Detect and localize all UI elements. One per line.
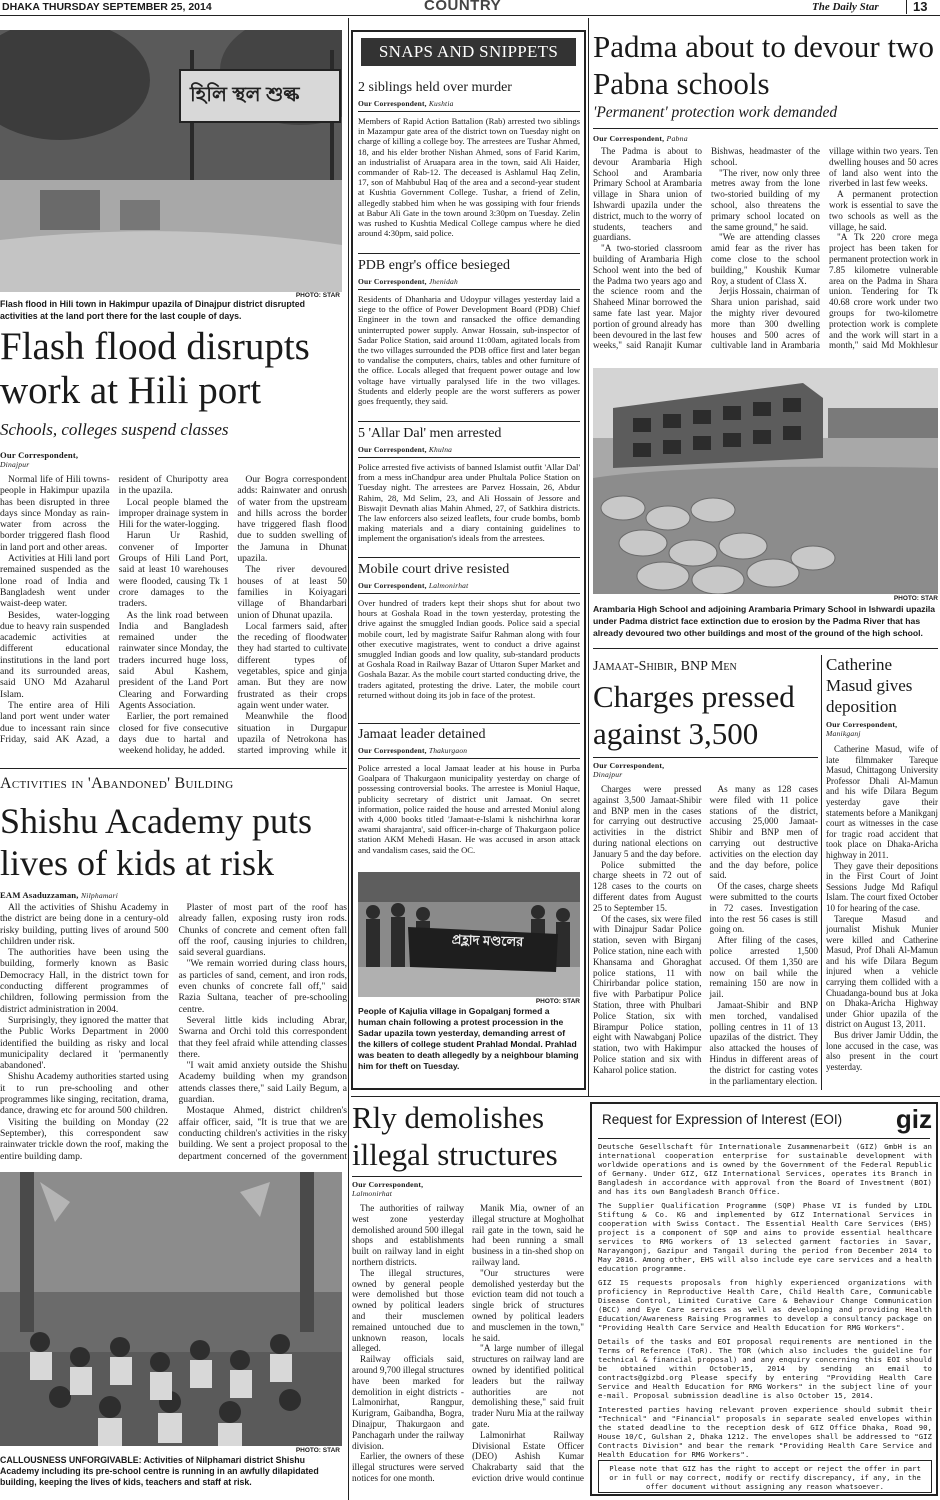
charges-byline-name: Our Correspondent, xyxy=(593,761,665,770)
shishu-story xyxy=(0,902,347,1168)
story-paragraph: Jamaat-Shibir and BNP men torched, vandalised polling centres in 11 of 13 upazilas of the district. They also attacked the houses of Hindus in different areas of the district for casting votes in the parliamentary election. xyxy=(709,999,818,1086)
hili-flood-photo xyxy=(0,30,342,292)
padma-byline xyxy=(593,134,703,143)
flood-scene-illustration xyxy=(0,30,342,292)
story-paragraph: Normal life of Hili towns-people in Hakimpur upazila has been disrupted in three days since Monday as rain-water from across the border triggered flash flood in land port and other areas. xyxy=(0,474,110,553)
divider xyxy=(358,111,580,112)
section-label: COUNTRY xyxy=(424,0,502,14)
charges-story xyxy=(593,784,818,1090)
shishu-kicker: Activities in 'Abandoned' Building xyxy=(0,775,234,792)
story-paragraph: Of the cases, six were filed with Dinajpur Sadar Police station, seven with Birganj Police station, nine each with Khansama and Ghoraghat police stations, 11 with Chirirbandar police station, five with Parbatipur Police Station, three with Phulbari Police Station, six with Birampur Police station, eight with Nawabganj Police station, two with Hakimpur Police station and six with Kaharol police station. xyxy=(593,913,702,1075)
story-paragraph: A permanent protection work is essential to save the two schools as well as the village, he said. xyxy=(829,189,938,232)
story-paragraph: "Our structures were demolished yesterday but the eviction team did not touch a single brick of structures owned by political leaders and musclemen in the town," he said. xyxy=(472,1267,584,1343)
story-paragraph: "The river, now only three metres away from the lone two-storied building of my school, also threatens the primary school located on the same ground," he said. xyxy=(711,167,820,232)
story-paragraph: Mostaque Ahmed, district children's affair officer, said, "It is true that we are conducting children's activities in the risky building. We sent a project proposal to the department concerned of the government xyxy=(178,1105,347,1162)
shishu-photo-credit: PHOTO: STAR xyxy=(295,1447,340,1454)
masthead xyxy=(0,0,940,16)
story-paragraph: The Padma is about to devour Arambaria High School and Arambaria Primary School at Arambaria village in Shara union of Ishwardi upazila under the district, much to the worry of students, teachers and guardians. xyxy=(593,146,702,243)
story-paragraph: Earlier, the owners of these illegal structures were served notices for one month. xyxy=(352,1451,464,1483)
story-paragraph: Lalmonirhat Railway Divisional Estate Officer (DEO) Ashish Kumar Chakrabarty said that the eviction drive would continue xyxy=(472,1429,584,1483)
rly-byline-place: Lalmonirhat xyxy=(352,1189,393,1198)
snippet-text: Members of Rapid Action Battalion (Rab) arrested two siblings in Mazampur gate area of the district town on Tuesday night on charge of killing a college boy. The arrestees are Tushar Ahmed, 18, and his elder brother Nishan Ahmed, sons of Farid Karim, an industrialist of Aruapara area in the town, said Ali Haider, commander of Rab-12. The deceased is Ashlamul Haq Zelin, 17, son of Mahbubul Haq of the area and a second-year student at Kushtia Government College. Tushar, a friend of Zelin, allegedly stabbed him when he was gossiping with four friends at Babur Ali Gate in the town around 3:30pm on Tuesday. Zelin was rushed to Kushtia Medical College campus where he died around 4:30pm, said police. xyxy=(358,116,580,239)
rly-byline-name: Our Correspondent, xyxy=(352,1180,424,1189)
charges-byline xyxy=(593,761,703,779)
chain-photo-credit: PHOTO: STAR xyxy=(535,998,580,1005)
masud-byline-place: Manikganj xyxy=(826,729,861,738)
story-paragraph: Surprisingly, they ignored the matter that the Public Works Department in 2000 identified the building as risky and local municipality declared it 'permanently abandoned'. xyxy=(0,1014,169,1072)
ad-paragraph: Deutsche Gesellschaft für Internationale Zusammenarbeit (GIZ) GmbH is an international cooperation enterprise for sustainable development with worldwide operations and is owned by the Government of the Federal Republic of Germany. Under GIZ, GIZ International Services, operates its Branch in Bangladesh in accordance with approval from the Board of Investment (BOI) and has its own Bangladesh Branch Office. xyxy=(598,1142,932,1196)
padma-subhead: 'Permanent' protection work demanded xyxy=(593,104,838,121)
snippet-text: Police arrested five activists of banned Islamist outfit 'Allar Dal' from a mess inChandpur area under Phultala Police Station on Tuesday night. The arrestees are Parvez Hossain, 26, Abdur Rahim, 28, Md Selim, 23, and Ali Hossain of Jessore and Biswajit Devnath alias Mahin Ahmed, 27, of Satkhira districts. The law enforcers also seized leaflets, four crude bombs, bomb making materials and a diary containing guidelines to implement the organisation's ideals from the arrestees. xyxy=(358,462,580,544)
padma-byline-place: Pabna xyxy=(666,134,688,143)
story-paragraph: "A two-storied classroom building of Arambaria High School went into the bed of the Padma two years ago and the science room and the Shaheed Minar borrowed the same fate last year. Major portion of ground already has been devoured in the last few weeks," said Ranajit Kumar Bishwas, headmaster of the school. xyxy=(593,146,820,351)
hili-byline xyxy=(0,450,110,469)
masud-story xyxy=(826,744,938,1090)
divider xyxy=(358,421,580,422)
divider xyxy=(352,1176,582,1177)
shishu-byline xyxy=(0,890,170,900)
snippet-byline xyxy=(358,277,580,286)
story-paragraph: Police submitted the charge sheets in 72 out of 128 cases to the courts on different dates from August 25 to September 15. xyxy=(593,859,702,913)
banner-text: প্রহ্লাদ মণ্ডলের xyxy=(451,931,524,950)
story-paragraph: As many as 128 cases were filed with 11 police stations of the district, accusing 25,000 Jamaat-Shibir and BNP men of carrying out destructive activities on the election day and the day before, police said. xyxy=(709,784,818,881)
story-paragraph: The river devoured houses of at least 50 families in Koiyagari village of Bhandarbari union of Dhunat upazila. xyxy=(237,564,347,621)
hili-photo-credit: PHOTO: STAR xyxy=(295,292,340,299)
masud-byline xyxy=(826,720,938,738)
divider xyxy=(351,1096,940,1097)
story-paragraph: Harun Ur Rashid, convener of Importer Groups of Hili Land Port, said at least 10 warehouses were flooded, causing Tk 1 crore damages to the traders. xyxy=(118,530,229,610)
snippet-byline xyxy=(358,99,580,108)
story-paragraph: "We are attending classes amid fear as the river has come close to the school building," Koushik Kumar Roy, a student of Class X. xyxy=(711,232,820,286)
ad-body xyxy=(598,1142,932,1459)
story-paragraph: Bus driver Jamir Uddin, the lone accused in the case, was also present in the court yesterday. xyxy=(826,1030,938,1072)
ad-note: Please note that GIZ has the right to accept or reject the offer in part or in full or may correct, modify or rectify discrepancy, if any, in the offer document without assigning any reason whatsoever. xyxy=(609,1464,921,1491)
human-chain-photo xyxy=(358,872,580,997)
giz-advertisement xyxy=(590,1102,938,1496)
dateline: DHAKA THURSDAY SEPTEMBER 25, 2014 xyxy=(2,1,212,13)
story-paragraph: Several little kids including Abrar, Swarna and Orchi told this correspondent that they feel afraid while attending classes there. xyxy=(178,1014,347,1060)
hili-byline-name: Our Correspondent, xyxy=(0,450,79,460)
divider xyxy=(598,1138,930,1139)
ad-paragraph: The Supplier Qualification Programme (SQP) Phase VI is funded by LIDL Stiftung & Co. KG and implemented by GIZ International Services in cooperation with Swiss Contact. The Essential Health Care Services (EHS) project is a component of SQP and aims to provide essential healthcare services to RMG workers of 13 selected garment factories in Savar, Narayangonj, Gazipur and Tangail during the period from December 2014 to May 2016. Among other, EHS will also include eye care services and a health education programme. xyxy=(598,1201,932,1273)
rly-headline: Rly demolishes illegal structures xyxy=(352,1100,558,1172)
divider xyxy=(358,289,580,290)
story-paragraph: All the activities of Shishu Academy in the district are being done in a century-old risky building, putting lives of around 500 children under risk. xyxy=(0,902,169,947)
ad-title: Request for Expression of Interest (EOI) xyxy=(602,1112,843,1127)
divider xyxy=(0,768,347,769)
divider xyxy=(588,18,589,1096)
padma-story xyxy=(593,146,938,360)
snippet-byline-name: Our Correspondent, xyxy=(358,277,427,286)
snippet-byline-name: Our Correspondent, xyxy=(358,99,427,108)
snippet-byline-place: Khulna xyxy=(428,445,453,454)
hili-subhead: Schools, colleges suspend classes xyxy=(0,420,229,439)
story-paragraph: Earlier, the port remained closed for five consecutive days due to hartal and weekend holiday, he added. xyxy=(118,711,229,757)
rly-story xyxy=(352,1203,584,1500)
story-paragraph: The illegal structures, owned by general people were demolished but those owned by political leaders and their musclemen remained untouched due to unknown reason, locals alleged. xyxy=(352,1267,464,1354)
divider xyxy=(358,723,580,724)
masud-byline-name: Our Correspondent, xyxy=(826,720,898,729)
divider xyxy=(821,655,822,1090)
paper-logo: The Daily Star xyxy=(812,1,879,13)
story-paragraph: The authorities have been using the building, formerly known as Basic Democracy Hall, in the district town for conducting different programmes of children, following permission from the district administration in 2004. xyxy=(0,947,169,1015)
divider xyxy=(348,18,349,1500)
story-paragraph: Charges were pressed against 3,500 Jamaat-Shibir and BNP men in the cases for carrying out destructive activities in the district during national elections on January 5 and the day before. xyxy=(593,784,702,859)
shishu-academy-photo xyxy=(0,1172,342,1446)
story-paragraph: Besides, water-logging due to heavy rain suspended academic activities at different educational institutions in the land port and its surrounded areas, said UNO Md Azaharul Islam. xyxy=(0,609,110,700)
charges-byline-place: Dinajpur xyxy=(593,770,623,779)
padma-photo-caption: Arambaria High School and adjoining Arambaria Primary School in Ishwardi upazila under Padma district face extinction due to erosion by the Padma River that has already devoured two other buildings and most of the ground of the high school. xyxy=(593,604,936,638)
story-paragraph: Tareque Masud and journalist Mishuk Munier were killed and Catherine Masud, Prof Dhali Al-Mamun and his wife Dilara Begum injured when a vehicle carrying them collided with a Chuadanga-bound bus at Joka on Dhaka-Aricha Highway under Ghior upazila of the district on August 13, 2011. xyxy=(826,913,938,1030)
story-paragraph: "We remain worried during class hours, as particles of sand, cement, and iron rods, even chunks of concrete fall off," said Razia Sultana, teacher of pre-schooling centre. xyxy=(178,958,347,1015)
story-paragraph: Catherine Masud, wife of late filmmaker Tareque Masud, Chittagong University Professor Dhali Al-Mamun and his wife Dilara Begum yesterday gave their statements before a Manikganj court as witnesses in the case for tragic road accident that took place on Dhaka-Aricha highway in 2011. xyxy=(826,744,938,860)
story-paragraph: Plaster of most part of the roof has already fallen, exposing rusty iron rods. Chunks of concrete and cement often fall off the roof, causing injuries to children, said several guardians. xyxy=(178,902,347,959)
padma-photo-credit: PHOTO: STAR xyxy=(893,595,938,602)
story-paragraph: Activities at Hili land port remained suspended as the lone road of India and Bangladesh went under waist-deep water. xyxy=(0,553,110,610)
snippet-byline-name: Our Correspondent, xyxy=(358,581,427,590)
snippet-headline: Jamaat leader detained xyxy=(358,727,486,742)
story-paragraph: As the link road between India and Bangladesh remained under the rainwater since Monday, the traders incurred huge loss, said Abul Kashem, president of the Land Port Clearing and Forwarding Agents Association. xyxy=(118,609,229,711)
story-paragraph: Visiting the building on Monday (22 September), this correspondent saw rainwater trickle down the roof, making the entire building damp. xyxy=(0,1116,169,1162)
giz-logo: giz xyxy=(895,1104,932,1134)
hili-headline: Flash flood disrupts work at Hili port xyxy=(0,325,310,412)
charges-headline: Charges pressed against 3,500 xyxy=(593,679,795,751)
masud-headline: Catherine Masud gives deposition xyxy=(826,655,913,716)
story-paragraph: Manik Mia, owner of an illegal structure at Mogholhat rail gate in the town, said he had been running a small business in a tin-shed shop on railway land. xyxy=(472,1203,584,1267)
snippet-headline: 2 siblings held over murder xyxy=(358,80,512,95)
story-paragraph: The entire area of Hili land port went under water due to incessant rain since Friday, said AK Azad, a resident of Churipotty area in the upazila. xyxy=(0,474,229,745)
padma-headline: Padma about to devour two Pabna schools xyxy=(593,29,934,101)
story-paragraph: Railway officials said, around 9,700 illegal structures have been marked for demolition in eight districts - Lalmonirhat, Rangpur, Kurigram, Gaibandha, Bogra, Dinajpur, Thakurgaon and Panchagarh under the railway division. xyxy=(352,1354,464,1451)
snippet-byline-place: Kushtia xyxy=(428,99,454,108)
divider xyxy=(358,457,580,458)
snippet-headline: 5 'Allar Dal' men arrested xyxy=(358,426,502,441)
story-paragraph: Of the cases, charge sheets were submitted to the courts in 72 cases. Investigation into the rest 56 cases is still going on. xyxy=(709,881,818,935)
story-paragraph: Jerjis Hossain, chairman of Shara union parishad, said the mighty river devoured more than 300 dwelling houses and 500 acres of cultivable land in Arambaria village within two years. Ten dwelling houses and 50 acres of land also went into the riverbed in last few weeks. xyxy=(711,146,938,351)
ad-paragraph: Details of the tasks and EOI proposal requirements are mentioned in the Terms of Reference (ToR). The TOR (which also includes the guideline for technical & financial proposal) and any enquiry concerning this EOI should be obtained within October15, 2014 by sending an email to contracts@gizbd.org Please specify by entering "Providing Health Care Service and Health Education for RMG Workers" in the subject line of your e-mail. Proposal submission deadline is also October 15, 2014. xyxy=(598,1337,932,1400)
story-paragraph: Our Bogra correspondent adds: Rainwater and onrush of water from the upstream and hills across the border have triggered flash flood due to sudden swelling of the Jamuna in Dhunat upazila. xyxy=(237,474,347,565)
snippet-byline-name: Our Correspondent, xyxy=(358,445,427,454)
ad-paragraph: Interested parties having relevant proven experience should submit their "Technical" and "Financial" proposals in separate sealed envelopes within the stated deadline to the reception desk of GIZ Office Dhaka, Road 90, House 10/C, Gulshan 2, Dhaka 1212. The envelopes shall be addressed to "GIZ Contracts Division" and bear the remark "Providing Health Care Service and Health Education for RMG Workers". xyxy=(598,1405,932,1459)
story-paragraph: After filing of the cases, police arrested 1,500 accused. Of them 1,350 are now on bail while the remaining 150 are now in jail. xyxy=(709,935,818,1000)
story-paragraph: Local people blamed the improper drainage system in Hili for the water-logging. xyxy=(118,496,229,531)
story-paragraph: Shishu Academy authorities started using it to run pre-schooling and other programmes like singing, recitation, drama, dance, drawing etc for around 500 children. xyxy=(0,1071,169,1117)
shishu-photo-caption: CALLOUSNESS UNFORGIVABLE: Activities of Nilphamari district Shishu Academy including its pre-school centre is running in an awfully dilapidated building, keeping the lives of kids, teachers and staff at risk. xyxy=(0,1455,319,1487)
divider xyxy=(358,593,580,594)
divider xyxy=(358,557,580,558)
story-paragraph: "I wait amid anxiety outside the Shishu Academy building when my grandson attends classes there," said Laily Begum, a guardian. xyxy=(178,1060,347,1106)
land-port-sign: হিলি স্থল শুল্ক xyxy=(190,84,300,106)
page-number: 13 xyxy=(906,0,927,14)
snippet-headline: Mobile court drive resisted xyxy=(358,562,510,577)
school-erosion-illustration xyxy=(593,368,938,594)
divider xyxy=(593,757,818,758)
arambaria-school-photo xyxy=(593,368,938,594)
snippet-byline xyxy=(358,445,580,454)
snippet-byline xyxy=(358,581,580,590)
snippet-byline xyxy=(358,746,580,755)
snippet-byline-place: Lalmonirhat xyxy=(428,581,469,590)
hili-photo-caption: Flash flood in Hili town in Hakimpur upazila of Dinajpur district disrupted activities at the land port there for the last couple of days. xyxy=(0,299,305,321)
divider xyxy=(358,758,580,759)
story-paragraph: "A large number of illegal structures on railway land are owned by identified political leaders but the railway authorities are not demolishing these," said fruit trader Nuru Mia at the railway gate. xyxy=(472,1343,584,1429)
snippet-headline: PDB engr's office besieged xyxy=(358,258,510,273)
snaps-banner: SNAPS AND SNIPPETS xyxy=(361,38,576,66)
shishu-headline: Shishu Academy puts lives of kids at risk xyxy=(0,801,312,883)
story-paragraph: "A Tk 220 crore mega project has been taken for permanent protection work in 7.85 kilometre vulnerable area on the Padma in Shara union. Tendering for Tk 40.68 crore work under two groups for two-kilometre protection work is complete and the work will start in a month," said Md Mokhlesur xyxy=(829,232,938,351)
hili-byline-place: Dinajpur xyxy=(0,460,30,469)
snippet-text: Police arrested a local Jamaat leader at his house in Purba Goalpara of Thakurgaon municipality yesterday on charge of possessing controversial books. The arrestee is Moniul Haque, publicity secretary of district unit Jamaat. On secret information, police raided the house and arrested Moniul along with 4,000 books titled 'Jamaat-e-Islami k nishchirhna korar awami sharajantra', said officer-in-charge of Thakurgaon police station AKM Mehedi Hasan. He was accused in arson attack and vandalism cases, said the OC. xyxy=(358,763,580,855)
hili-story xyxy=(0,474,347,764)
ad-note-box xyxy=(598,1460,932,1493)
divider xyxy=(593,648,938,649)
snippet-text: Residents of Dhanharia and Udoypur villages yesterday laid a siege to the office of Power Development Board (PDB) Chief Engineer in the town and ransacked the office demanding uninterrupted power supply. Anwar Hossain, sub-inspector of Sadar Police Station, said around 11:00am, agitated locals from the two villages surrounded the PDB office first and later began to vandalise the computers, chairs, tables and other furniture of the office. Locals alleged that frequent power outage and low voltage have virtually paralysed life in the two villages. Students and elderly people are the worst sufferers as power goes frequently, they said. xyxy=(358,294,580,407)
story-paragraph: Meanwhile the flood situation in Durgapur upazila of Netrokona has started improving while it xyxy=(237,711,347,757)
snippet-byline-place: Thakurgaon xyxy=(428,746,468,755)
snippet-byline-name: Our Correspondent, xyxy=(358,746,427,755)
divider xyxy=(593,128,938,129)
story-paragraph: They gave their depositions in the First Court of Joint Sessions Judge Md Rafiqul Islam. The court fixed October 10 for hearing of the case. xyxy=(826,860,938,913)
story-paragraph: The authorities of railway west zone yesterday demolished around 500 illegal shops and establishments built on railway land in eight northern districts. xyxy=(352,1203,464,1267)
snippet-byline-place: Jhenidah xyxy=(428,277,458,286)
charges-kicker: Jamaat-Shibir, BNP Men xyxy=(593,659,737,674)
divider xyxy=(358,253,580,254)
chain-photo-caption: People of Kajulia village in Gopalganj formed a human chain following a protest procession in the Sadar upazila town yesterday, demanding arrest of the killers of college student Prahlad Mondal. Prahlad was beaten to death allegedly by a neighbour blaming him for theft on Tuesday. xyxy=(358,1006,579,1071)
shishu-byline-place: Nilphamari xyxy=(81,891,119,900)
shishu-byline-name: EAM Asaduzzaman, xyxy=(0,890,79,900)
rly-byline xyxy=(352,1180,462,1198)
padma-byline-name: Our Correspondent, xyxy=(593,134,665,143)
snippet-text: Over hundred of traders kept their shops shut for about two hours at Goshala Road in the town yesterday, protesting the drive against the smuggled Indian goods. Police said a special mobile court, led by magistrate Saifur Rahman along with four other executive magistrates, went to conduct a drive against smuggled Indian goods and low quality, sub-standard products at Goshala Road in Railway Bazar of Uttaron Super Market and Goshala Bazar. As the mobile court started conducting drive, the traders agitated, protesting the drive. Later, the mobile court returned without doing its job in face of the protest. xyxy=(358,598,580,700)
classroom-illustration xyxy=(0,1172,342,1446)
ad-paragraph: GIZ IS requests proposals from highly experienced organizations with proficiency in Reproductive Health Care, Child Health Care, Communicable Disease Control, Limited Curative Care & Behaviour Change Communication (BCC) and Eye Care services as well as developing and providing Health Education/Awareness Raising Programmes to develop a consultancy package on "Providing Health Care Service and Health Education for RMG Workers". xyxy=(598,1278,932,1332)
story-paragraph: Local farmers said, after the receding of floodwater they had started to cultivate different types of vegetables, spice and ginja aman. But they are now frustrated as their crops again went under water. xyxy=(237,620,347,711)
